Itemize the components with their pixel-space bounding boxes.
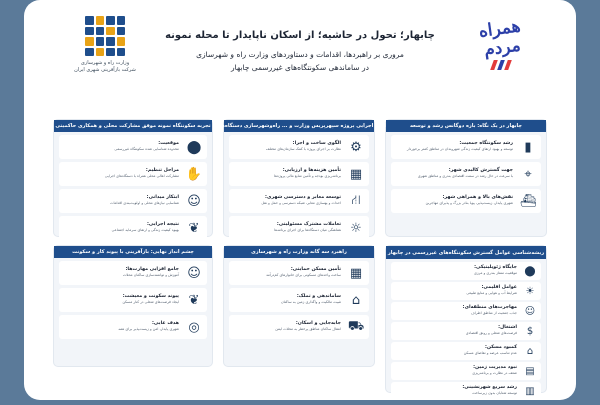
item-text	[63, 294, 179, 305]
item-title: اشتغال:	[498, 325, 517, 331]
item-description: هماهنگی میان دستگاه‌ها برای اجرای برنامه‌ها	[274, 228, 341, 233]
item-title: جابه‌جایی و اسکان:	[295, 321, 341, 327]
list-item	[391, 262, 541, 280]
panel-three-strategies	[224, 246, 374, 366]
item-description: موقعیت ممتاز بندری و مرزی	[473, 271, 517, 276]
people-icon: ☺	[524, 305, 536, 317]
item-text	[395, 168, 513, 179]
list-item	[59, 216, 207, 240]
city-icon: ▥	[525, 385, 535, 397]
item-text	[63, 195, 179, 206]
list-item	[59, 135, 207, 159]
panel-body	[386, 259, 546, 405]
list-item	[59, 162, 207, 186]
list-item	[229, 189, 369, 213]
list-item	[229, 216, 369, 240]
list-item	[59, 261, 207, 285]
item-title: الگوی ساخت و اجرا:	[292, 141, 341, 147]
item-description: مشارکت اهالی محلی همراه با دستگاه‌های اجرایی	[104, 174, 179, 179]
sun-icon: ☀	[525, 285, 535, 297]
title-block	[164, 28, 436, 75]
item-title: رشد سکونتگاه جمعیت:	[459, 141, 513, 147]
panel-heading: ابعاد اجرایی پروژه سپهرپریس وزارت و ... راه‌و‌شهرسازی دستگاه‌ها ...	[224, 120, 374, 132]
list-item	[59, 315, 207, 339]
item-text	[395, 325, 517, 336]
building-icon: ▦	[349, 166, 363, 182]
item-text	[395, 285, 517, 296]
item-text	[63, 222, 179, 233]
item-text	[233, 267, 341, 278]
document-icon: ▤	[525, 365, 535, 377]
panel-body	[224, 258, 374, 345]
list-item	[391, 342, 541, 360]
ship-icon: ⛴	[519, 193, 537, 209]
item-description: شهری پایدار، زیست‌پذیر، پویا بنادر بزرگ و پذیرای مهاجرین	[425, 201, 513, 206]
handshake-icon: ✋	[185, 166, 203, 182]
list-item	[59, 189, 207, 213]
item-title: نقش‌های بالا و همراهی شهر:	[442, 195, 513, 201]
item-text	[395, 385, 517, 396]
panel-final-vision	[54, 246, 212, 366]
item-text	[233, 294, 341, 305]
list-item	[391, 302, 541, 320]
item-title: موقعیت:	[158, 141, 179, 147]
panel-body	[386, 132, 546, 219]
item-description: احداث و بهسازی معابر، شبکه دسترسی و حمل و نقل	[261, 201, 341, 206]
item-title: تأمین هزینه‌ها و ارزیابی:	[282, 168, 341, 174]
infographic-page	[24, 0, 576, 400]
panel-heading: ریشه‌شناسی عوامل گسترش سکونتگاه‌های غیررسمی در چابهار	[386, 246, 546, 259]
item-description: توسعه شتابان بدون زیرساخت	[472, 391, 517, 396]
item-description: توسعه و بهبود ارتقای کیفیت زندگی شهروندان در مناطق کمتر برخوردار	[406, 147, 513, 152]
organization-logo	[70, 16, 140, 86]
home-key-icon: ⌂	[351, 292, 361, 308]
list-item	[229, 162, 369, 186]
header	[24, 0, 576, 110]
list-item	[229, 261, 369, 285]
item-description: ایجاد فرصت‌های شغلی در کنار مسکن	[122, 300, 179, 305]
organization-emblem	[85, 16, 125, 56]
item-title: نتیجه اجرایی:	[146, 222, 179, 228]
item-text	[395, 305, 517, 316]
plant-icon: ❦	[188, 292, 200, 308]
item-title: مهاجرت‌های منطقه‌ای:	[462, 305, 517, 311]
item-text	[233, 222, 341, 233]
list-item	[391, 282, 541, 300]
item-title: پیوند سکونت و معیشت:	[122, 294, 179, 300]
item-title: تعاملات مشترک مسئولیتی:	[276, 222, 341, 228]
item-description: با سرعت در حال رشد در سمت اقتصادی بندری و مناطق شهری	[417, 174, 513, 179]
item-text	[233, 168, 341, 179]
location-pin-icon: ⬤	[524, 265, 536, 277]
panel-heading: تجربه سکونتگاه نمونه موفق مشارکت محلی و همکاری حاکمیتی	[54, 120, 212, 132]
item-title: جهت گسترش کالبدی شهر:	[448, 168, 513, 174]
panel-heading: راهبرد سه گانه وزارت راه و شهرسازی	[224, 246, 374, 258]
item-text	[395, 265, 517, 276]
list-item	[59, 288, 207, 312]
people-icon: ☺	[187, 193, 201, 209]
brand-stripes	[466, 60, 536, 70]
panel-root-causes	[386, 246, 546, 397]
item-description: نظارت بر اجرای پروژه با کمک سازمان‌های مختلف	[265, 147, 341, 152]
item-description: شناسایی نیازهای محلی و اولویت‌بندی اقدامات	[110, 201, 179, 206]
item-text	[395, 195, 513, 206]
subtitle-line-2: در ساماندهی سکونتگاه‌های غیررسمی چابهار	[231, 62, 369, 72]
item-title: ساماندهی و تملک:	[296, 294, 341, 300]
item-title: جایگاه ژئوپلیتیکی:	[474, 265, 517, 271]
item-description: فرصت‌های شغلی و رونق اقتصادی	[465, 331, 517, 336]
item-description: آموزش و توانمندسازی ساکنان محلات	[122, 273, 179, 278]
item-description: جذب جمعیت از مناطق اطراف	[471, 311, 517, 316]
list-item	[391, 322, 541, 340]
organization-name	[70, 60, 140, 74]
plant-icon: ❦	[188, 220, 200, 236]
organization-name-line-2: شرکت بازآفرینی شهری ایران	[74, 67, 136, 73]
people-icon: ☺	[187, 265, 201, 281]
page-subtitle	[164, 49, 436, 75]
panel-implementation	[212, 120, 386, 236]
item-text	[233, 321, 341, 332]
panel-body	[54, 258, 212, 345]
truck-icon: ⛟	[347, 318, 365, 334]
gear-icon: ⚙	[350, 139, 362, 155]
item-title: عوامل اقلیمی:	[481, 285, 517, 291]
list-item	[229, 315, 369, 339]
item-text	[63, 321, 179, 332]
item-text	[63, 267, 179, 278]
item-description: بهبود کیفیت زندگی و ارتقای سرمایه اجتماعی	[111, 228, 179, 233]
item-text	[395, 141, 513, 152]
item-description: ساخت واحدهای مسکونی برای خانوارهای کم‌درآمد	[266, 273, 341, 278]
item-title: نبود مدیریت زمین:	[473, 365, 517, 371]
item-description: شرایط آب و هوایی و منابع طبیعی	[466, 291, 517, 296]
item-description: برنامه‌ریزی بودجه و تأمین منابع مالی پروژه‌ها	[274, 174, 341, 179]
item-title: ابتکار میدانی:	[146, 195, 179, 201]
item-description: تثبیت مالکیت و واگذاری زمین به ساکنان	[280, 300, 341, 305]
item-description: ضعف در نظارت و برنامه‌ریزی	[472, 371, 517, 376]
lamp-icon: ☼	[350, 220, 362, 236]
item-text	[233, 195, 341, 206]
item-text	[63, 168, 179, 179]
item-text	[233, 141, 341, 152]
item-title: تأمین مسکن حمایتی:	[290, 267, 341, 273]
list-item	[391, 162, 541, 186]
money-icon: $	[526, 325, 534, 337]
item-text	[395, 365, 517, 376]
list-item	[391, 382, 541, 400]
item-title: رشد سریع شهرنشینی:	[462, 385, 517, 391]
panel-chabahar-overview	[386, 120, 546, 236]
location-pin-icon: ⬤	[186, 139, 202, 155]
brand-mark: همراه مردم	[477, 16, 522, 61]
panel-body	[224, 132, 374, 246]
map-route-icon: ⌖	[524, 166, 532, 182]
chart-icon: ▮	[524, 139, 532, 155]
item-title: کمبود مسکن:	[485, 345, 517, 351]
brand-logo	[466, 16, 536, 80]
panel-heading: چشم انداز نهایی: بازآفرینی با پیوند کار و سکونت	[54, 246, 212, 258]
list-item	[391, 135, 541, 159]
subtitle-line-1: مروری بر راهبردها، اقدامات و دستاوردهای وزارت راه و شهرسازی	[196, 50, 404, 59]
item-description: انتقال ساکنان مناطق پرخطر به محلات ایمن	[275, 327, 341, 332]
item-text	[63, 141, 179, 152]
item-title: هدف غایی:	[152, 321, 179, 327]
page-title: چابهار؛ تحول در حاشیه؛ از اسکان ناپایدار تا محله نمونه	[165, 30, 435, 41]
panel-heading: چابهار در یک نگاه: بازه دوگانس رشد و توسعه	[386, 120, 546, 132]
item-description: عدم تناسب عرضه و تقاضای مسکن	[463, 351, 517, 356]
panel-body	[54, 132, 212, 246]
building-icon: ▦	[349, 265, 363, 281]
list-item	[391, 362, 541, 380]
organization-name-line-1: وزارت راه و شهرسازی	[80, 60, 130, 66]
list-item	[229, 288, 369, 312]
item-title: مراحل تنظیم:	[145, 168, 179, 174]
list-item	[391, 189, 541, 213]
panel-success-experience	[54, 120, 212, 236]
target-icon: ◎	[188, 319, 200, 335]
list-item	[229, 135, 369, 159]
item-title: جامع افزایی مهارت‌ها:	[125, 267, 179, 273]
item-description: شهری پایدار، امن و زیست‌پذیر برای همه	[118, 327, 179, 332]
road-icon: ⛙	[351, 192, 361, 208]
item-text	[395, 345, 517, 356]
house-icon: ⌂	[526, 345, 534, 357]
item-title: توسعه معابر و دسترسی شهری:	[265, 195, 341, 201]
item-description: محدوده شناسایی شده سکونتگاه غیررسمی	[114, 147, 179, 152]
